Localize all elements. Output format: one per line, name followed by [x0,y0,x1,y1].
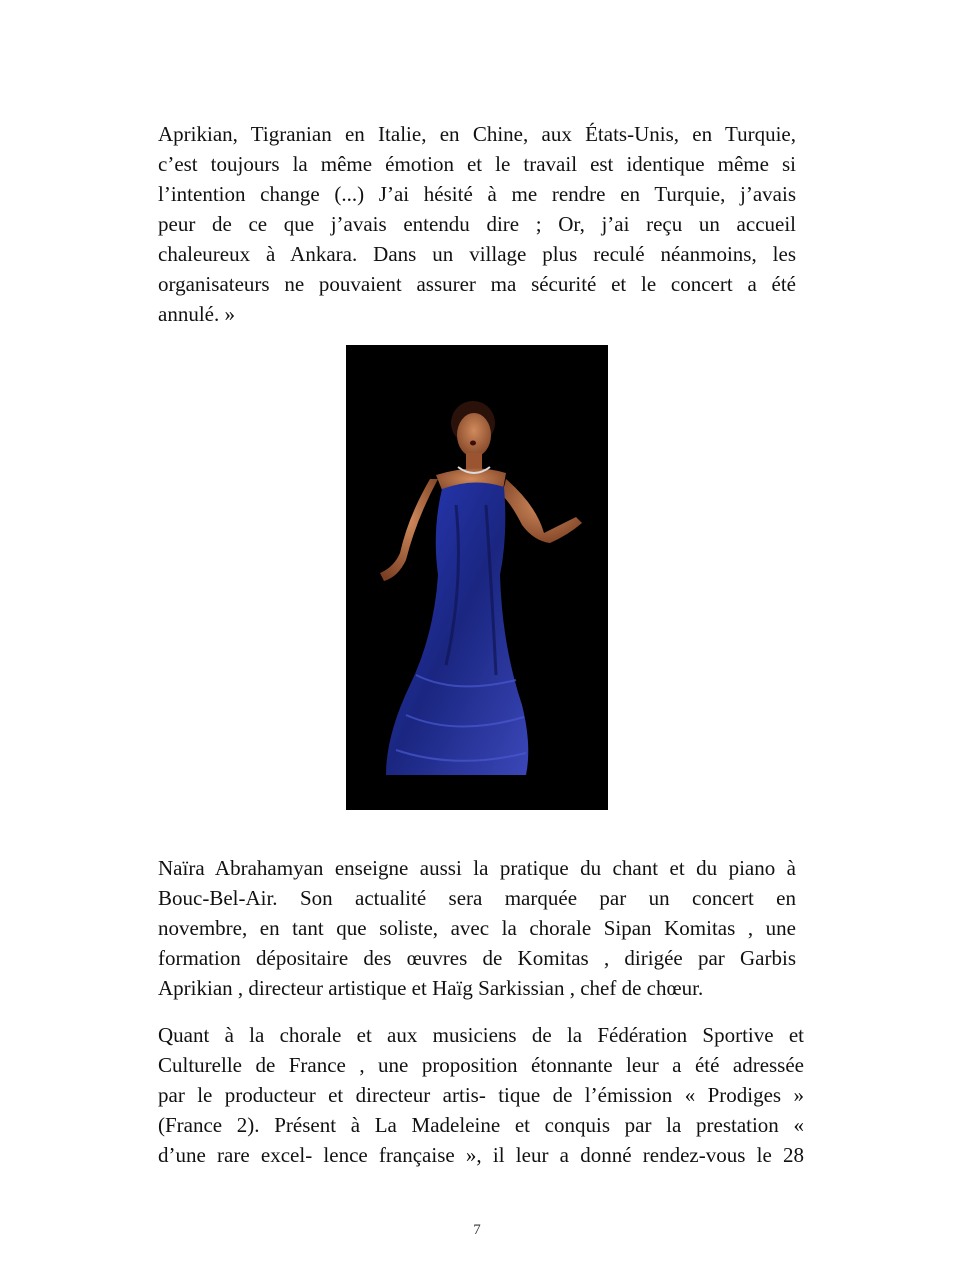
singer-photo [346,345,608,810]
text-line: formation dépositaire des œuvres de Komitas , dirigée par Garbis [158,946,796,970]
text-line: Culturelle de France , une proposition étonnante leur a été adressée [158,1053,804,1077]
text-line: annulé. » [158,302,235,326]
text-line: par le producteur et directeur artis- tique de l’émission « Prodiges » [158,1083,804,1107]
text-line: (France 2). Présent à La Madeleine et conquis par la prestation « [158,1113,804,1137]
text-line: Aprikian , directeur artistique et Haïg Sarkissian , chef de chœur. [158,976,704,1000]
text-line: peur de ce que j’avais entendu dire ; Or, j’ai reçu un accueil [158,212,796,236]
page-number: 7 [473,1222,481,1238]
text-line: Quant à la chorale et aux musiciens de la Fédération Sportive et [158,1023,804,1047]
text-line: chaleureux à Ankara. Dans un village plus reculé néanmoins, les [158,242,796,266]
text-line: Naïra Abrahamyan enseigne aussi la pratique du chant et du piano à [158,856,796,880]
text-line: d’une rare excel- lence française », il leur a donné rendez-vous le 28 [158,1143,804,1167]
paragraph-intro-quote [158,119,796,329]
paragraph-teaching [158,853,796,1003]
text-line: Bouc-Bel-Air. Son actualité sera marquée par un concert en [158,886,796,910]
text-line: l’intention change (...) J’ai hésité à me rendre en Turquie, j’avais [158,182,796,206]
text-line: Aprikian, Tigranian en Italie, en Chine, aux États-Unis, en Turquie, [158,122,796,146]
singer-in-blue-gown-illustration [346,345,608,810]
text-line: organisateurs ne pouvaient assurer ma sécurité et le concert a été [158,272,796,296]
text-line: novembre, en tant que soliste, avec la chorale Sipan Komitas , une [158,916,796,940]
text-line: c’est toujours la même émotion et le travail est identique même si [158,152,796,176]
paragraph-chorale [158,1020,804,1170]
